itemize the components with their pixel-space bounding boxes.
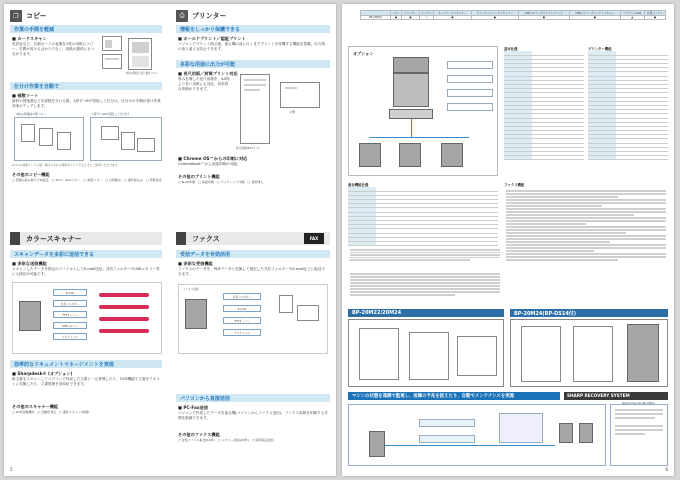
fax-diagram — [178, 284, 328, 354]
spec3-title: 複合機能仕様 — [348, 183, 369, 187]
spec1-table — [504, 51, 584, 160]
fax-band-1: 受信データを有効活用 — [176, 250, 330, 258]
scanner-other-title: その他のスキャナー機能 — [12, 404, 59, 409]
option-unit-2 — [399, 143, 421, 167]
sort-diagram-right — [90, 117, 162, 161]
scanner-title: カラースキャナー — [26, 235, 82, 243]
options-diagram — [348, 46, 498, 176]
copy-notes: ※ 2つの給紙トレイに縦・横それぞれの用紙をセットするときにご使用いただけます。 — [12, 163, 121, 167]
printer-icon: ⎙ — [176, 10, 188, 22]
mfp-body — [393, 73, 429, 107]
scan-pill-2 — [99, 305, 149, 309]
copy-band-1: 作業の手間を軽減 — [10, 25, 162, 33]
fax-sub-1: ■ 多彩な受信機能 — [178, 261, 213, 266]
printer-band-2: 多彩な用途に出力が可能 — [176, 60, 330, 68]
copy-band-2: 仕分け作業を自動で — [10, 82, 162, 90]
scan-node-4: USBメモリー — [53, 322, 87, 329]
printer-sub-3: ■ Chrome OS™からの印刷に対応 — [178, 156, 248, 161]
printer-header — [176, 10, 226, 22]
right-page-number: 6 — [665, 467, 668, 472]
copy-header — [10, 10, 47, 22]
scan-pill-1 — [99, 293, 149, 297]
printer-other-title: その他のプリント機能 — [178, 174, 220, 179]
mfp-top — [393, 57, 429, 73]
scan-node-2: 共有フォルダー — [53, 300, 87, 307]
sort-diagram-left — [14, 117, 84, 161]
fax-badge: FAX — [304, 233, 324, 244]
copy-body-1: 免許証など、名刺カードの表裏を1枚の用紙にコピー。手間が省けるばかりでなく、用紙の節約にもつながります。 — [12, 42, 95, 56]
sort-label-b: 1部ずつ90°回転して仕分け — [92, 112, 130, 116]
fax-node-4: デスクトップ — [223, 329, 261, 336]
scan-pill-3 — [99, 317, 149, 321]
scan-node-5: デスクトップ — [53, 333, 87, 340]
scanner-diagram — [12, 282, 162, 354]
card-back-image — [102, 54, 122, 69]
printer-caption-b: 封筒 — [290, 111, 296, 114]
printer-other-body: □ N-UP印刷 □ 両面印刷 □ ブックレット印刷 □ 表紙挿入 — [178, 180, 264, 184]
card-front-image — [102, 36, 122, 51]
copy-icon: ❐ — [10, 10, 22, 22]
spec4-lines — [506, 189, 666, 262]
long-paper-image — [240, 74, 270, 144]
cloud-diagram — [348, 404, 606, 466]
fax-other-body: □ 受信ファイル転送(10件) □ メモリー送信(20件) □ 時刻指定送信 — [178, 438, 274, 442]
fax-body-1: ファクスのデータを、PDFデータと変換して指定した共有フォルダーやE-mailなどに転送できます。 — [178, 267, 326, 276]
fax-title: ファクス — [192, 235, 220, 243]
printer-sub-1: ■ ホールドプリント／認証プリント — [178, 36, 246, 41]
printer-body-1: パソコンでプリント指示後、複合機の前に行くまでプリントを待機する機能を搭載。出力物の取り違えも防止できます。 — [178, 42, 325, 51]
spec2-title: プリンター機能 — [588, 47, 612, 51]
scanner-body-1: スキャンしたデータを指定のファイルとしてE-mail送信。共有フォルダーやUSBメモリー等にも保存が可能です。 — [12, 267, 160, 276]
sort-label-a: 3枚の原稿を3部コピー — [16, 112, 47, 116]
dims-drawing-left — [348, 319, 504, 387]
scanner-band-2: 効率的なドキュメントマネージメントを実現 — [10, 360, 162, 368]
fax-mfp-illustration — [185, 299, 207, 329]
scan-pill-4 — [99, 329, 149, 333]
recovery-bar: SHARP RECOVERY SYSTEM — [564, 392, 668, 400]
fax-node-3: FTPサーバー — [223, 317, 261, 324]
printer-caption-a: 長尺用紙(B4サイズ) — [236, 147, 260, 150]
copied-sheet-image — [128, 38, 152, 70]
dims-band-right: BP-20M24(BP-DS14付) — [510, 309, 668, 317]
fax-body-2: パソコンで作成したデータを複合機(パソコンからファクス送信)。ファクス用紙を印刷する手間を削減できます。 — [178, 411, 328, 420]
copy-sub-1: ■ カードスキャン — [12, 36, 47, 41]
copy-title: コピー — [26, 12, 47, 20]
dims-drawing-right — [510, 319, 668, 387]
mfp-tray — [389, 109, 433, 119]
spec1-title: 基本仕様 — [504, 47, 518, 51]
cloud-side-notes — [610, 404, 668, 466]
fax-sub-2: ■ PC-Fax送信 — [178, 405, 208, 410]
left-page-number: 5 — [10, 467, 13, 472]
printer-title: プリンター — [192, 12, 227, 20]
spec2-table — [588, 51, 668, 160]
spec3-table — [348, 187, 498, 246]
dims-machine-photo — [627, 324, 659, 382]
copy-other-body: □ 原稿の読み取り方向設定 □ 2in1・4in1コピー □ 両面コピー □ 白紙除去 □ 連続読込み □ 部数指定 — [12, 178, 162, 182]
fax-node-2: E-mail — [223, 305, 261, 312]
spec3-notes — [350, 248, 500, 262]
blue-banner: マシンの状態を遠隔で監視し、故障の予兆を捉えたり、自動でメンテナンスを実施 — [348, 392, 560, 400]
copy-sub-2: ■ 部数ソート — [12, 93, 39, 98]
copy-caption-1: 1枚の用紙に表と裏をコピー — [125, 72, 159, 75]
option-unit-1 — [359, 143, 381, 167]
copy-other-title: その他のコピー機能 — [12, 172, 50, 177]
fax-node-0: ファクス受信 — [183, 288, 199, 291]
printer-body-2: 厚みを増した長尺用紙を、A3判より長い用紙にも対応。効率的な印刷ができます。 — [178, 77, 230, 91]
envelope-image — [280, 82, 320, 108]
fax-other-title: その他のファクス機能 — [178, 432, 220, 437]
scanner-sub-2: ■ Sharpdesk® (オプション) — [12, 371, 73, 376]
dims-band-left: BP-20M22/20M24 — [348, 309, 504, 317]
scanner-body-2: 紙文書をスキャンしてパソコンで作成した文書と一元管理したり、OCR機能で文書をテキストに変換したり、文書管理を効率化できます。 — [12, 377, 160, 386]
spec4-title: ファクス機能 — [504, 183, 525, 187]
option-unit-3 — [441, 143, 463, 167]
printer-band-1: 情報をしっかり保護できる — [176, 25, 330, 33]
options-title: オプション — [353, 51, 374, 56]
scan-node-3: FTPサーバー — [53, 311, 87, 318]
printer-sub-2: ■ 長尺用紙／封筒プリント対応 — [178, 71, 238, 76]
function-table: コピー プリンター ファクス ネットワークスキャナー カラーネットワークスキャナー USBメモリーダイレクトプリント USBメモリーダイレクトスキャン ワイヤレスLAN 拡張ファクス BP-20M22 ● ● ○ ● ● ● ● ▲ ● — [360, 10, 666, 20]
printer-body-3: Chromebook™から直接印刷が可能。 — [178, 162, 241, 166]
scan-node-1: E-mail — [53, 289, 87, 296]
fax-band-2: パソコンから直接送信 — [176, 394, 330, 402]
right-page — [342, 4, 674, 476]
scanner-sub-1: ■ 多彩な送信機能 — [12, 261, 47, 266]
fax-node-1: 共有フォルダー — [223, 293, 261, 300]
spec3-long-text — [350, 272, 500, 297]
scanner-header — [10, 232, 162, 245]
mfp-illustration — [19, 301, 41, 331]
copy-body-2: 資料や提案書などを部数を分ける際、1部ずつ90°回転して仕分け。仕分けの手間が省け作業効率がアップします。 — [12, 99, 161, 108]
scanner-other-body: □ OCR変換機能 □ 自動色判定 □ 連続スキャン(原稿) — [12, 410, 90, 414]
scanner-band-1: スキャンデータを多彩に送信できる — [10, 250, 162, 258]
left-page — [4, 4, 336, 476]
